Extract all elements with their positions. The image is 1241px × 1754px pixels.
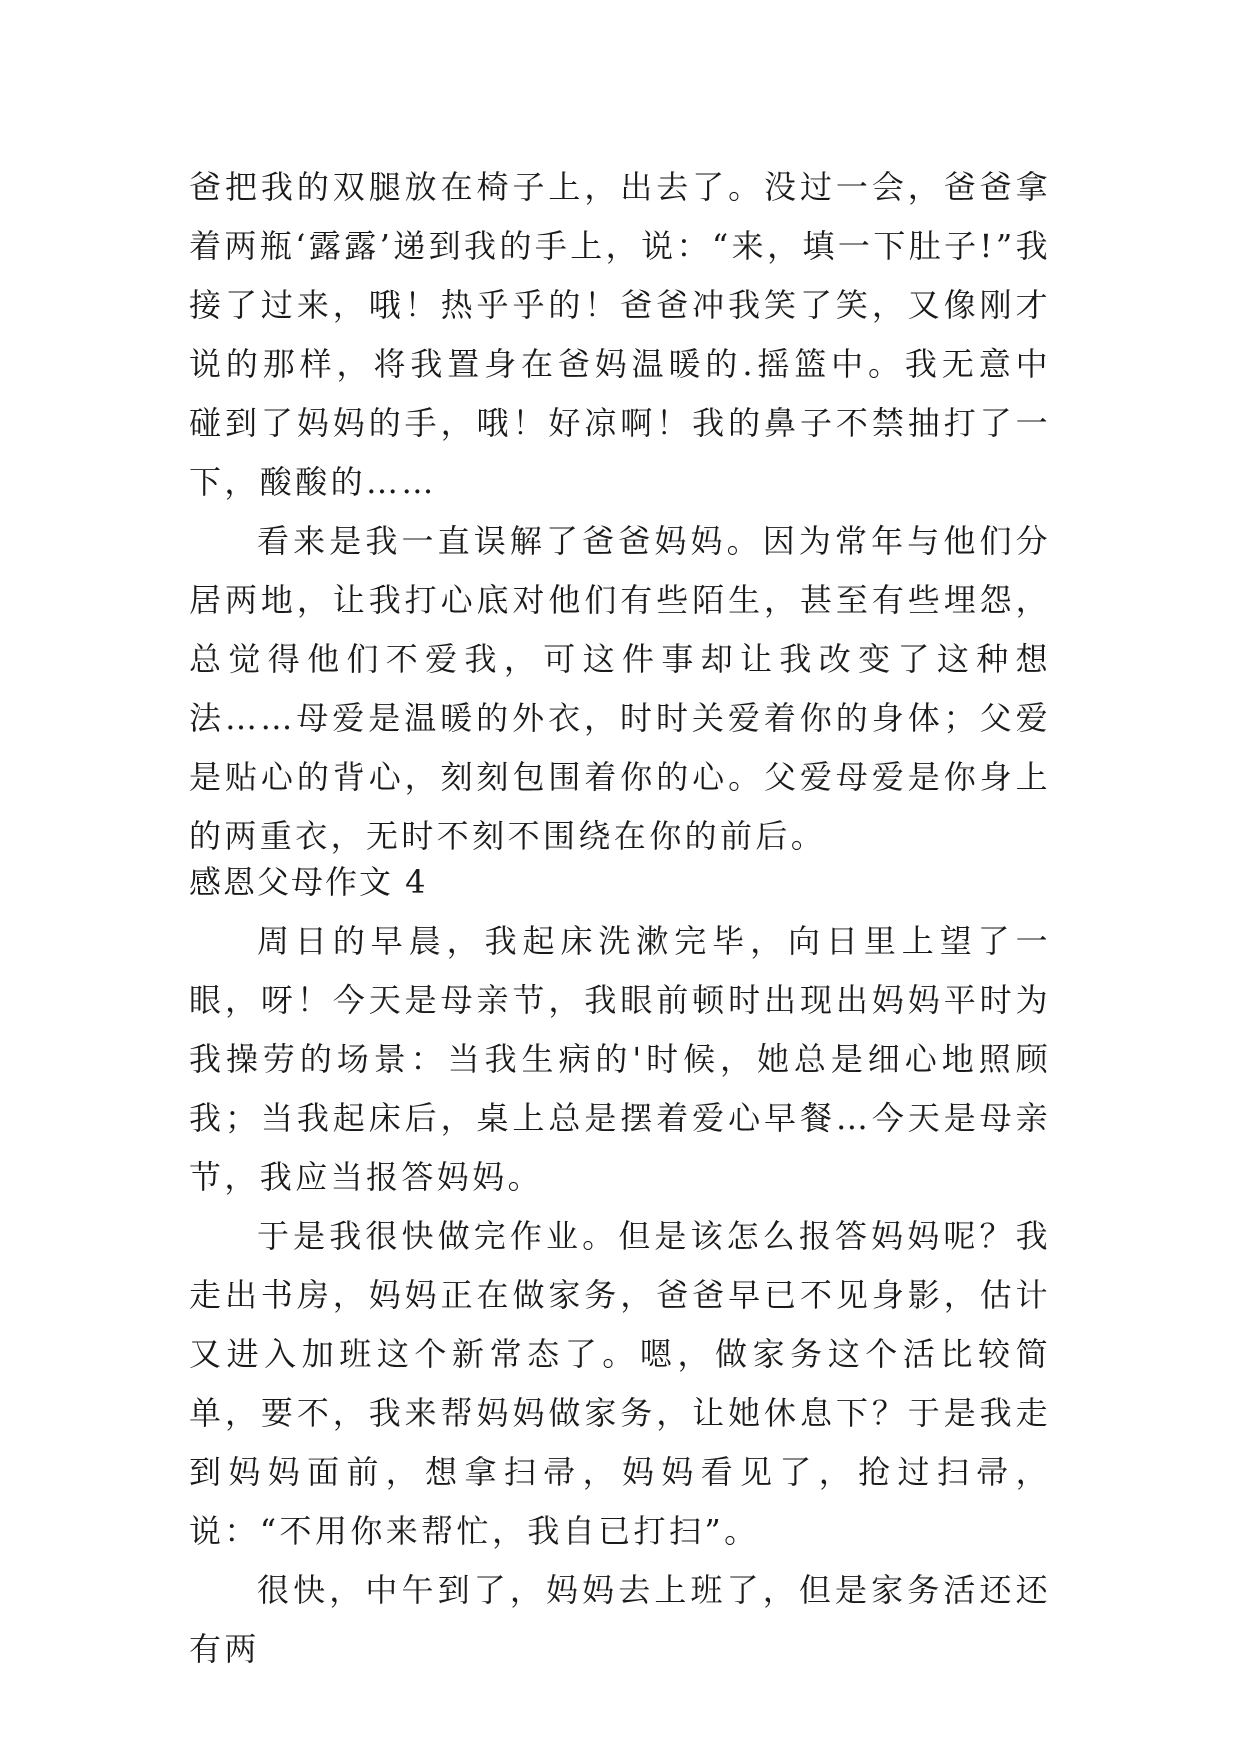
paragraph-mothers-day: 周日的早晨，我起床洗漱完毕，向日里上望了一眼，呀！今天是母亲节，我眼前顿时出现出妈妈平时为我操劳的场景：当我生病的'时候，她总是细心地照顾我；当我起床后，桌上总是摆着爱心早餐…今天是母亲节，我应当报答妈妈。 — [189, 922, 1051, 1196]
paragraph-continued: 爸把我的双腿放在椅子上，出去了。没过一会，爸爸拿着两瓶‘露露’递到我的手上，说：“来，填一下肚子!”我接了过来，哦！热乎乎的！爸爸冲我笑了笑，又像刚才说的那样，将我置身在爸妈温暖的.摇篮中。我无意中碰到了妈妈的手，哦！好凉啊！我的鼻子不禁抽打了一下，酸酸的…… — [189, 168, 1051, 501]
section-heading: 感恩父母作文 4 — [189, 863, 428, 901]
text-block-top — [189, 158, 1051, 866]
paragraph-noon: 很快，中午到了，妈妈去上班了，但是家务活还还有两 — [189, 1571, 1051, 1668]
paragraph-housework: 于是我很快做完作业。但是该怎么报答妈妈呢？我走出书房，妈妈正在做家务，爸爸早已不见身影，估计又进入加班这个新常态了。嗯，做家务这个活比较简单，要不，我来帮妈妈做家务，让她休息下？于是我走到妈妈面前，想拿扫帚，妈妈看见了，抢过扫帚，说：“不用你来帮忙，我自已打扫”。 — [189, 1217, 1051, 1550]
paragraph-reflection: 看来是我一直误解了爸爸妈妈。因为常年与他们分居两地，让我打心底对他们有些陌生，甚至有些埋怨，总觉得他们不爱我，可这件事却让我改变了这种想法……母爱是温暖的外衣，时时关爱着你的身体；父爱是贴心的背心，刻刻包围着你的心。父爱母爱是你身上的两重衣，无时不刻不围绕在你的前后。 — [189, 522, 1051, 855]
text-block-bottom — [189, 912, 1051, 1679]
